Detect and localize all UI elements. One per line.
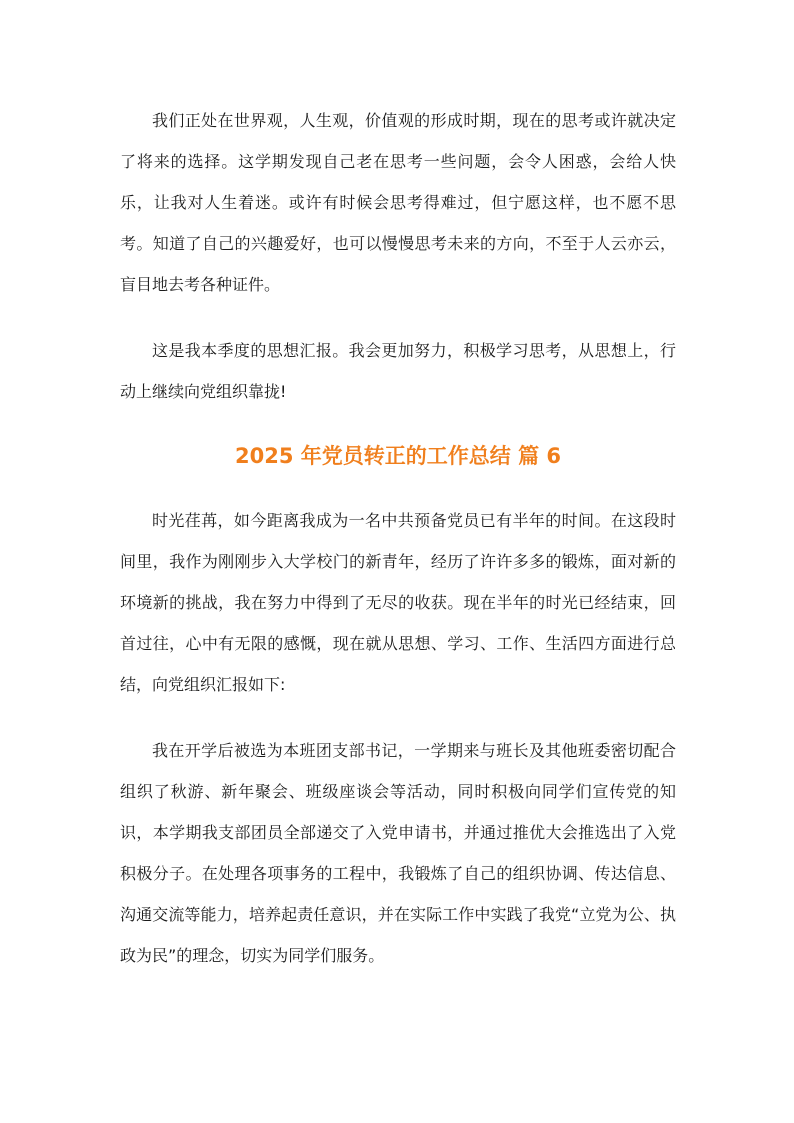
paragraph-half-year-summary: 时光荏苒，如今距离我成为一名中共预备党员已有半年的时间。在这段时间里，我作为刚刚步入大学校门的新青年，经历了许许多多的锻炼，面对新的环境新的挑战，我在努力中得到了无尽的收获。现在半年的时光已经结束，回首过往，心中有无限的感慨，现在就从思想、学习、工作、生活四方面进行总结，向党组织汇报如下: (120, 511, 676, 694)
paragraph-quarterly-report: 这是我本季度的思想汇报。我会更加努力，积极学习思考，从思想上，行动上继续向党组织靠拢! (120, 341, 676, 401)
paragraph-league-branch-work: 我在开学后被选为本班团支部书记，一学期来与班长及其他班委密切配合组织了秋游、新年聚会、班级座谈会等活动，同时积极向同学们宣传党的知识，本学期我支部团员全部递交了入党申请书，并通过推优大会推选出了入党积极分子。在处理各项事务的工程中，我锻炼了自己的组织协调、传达信息、沟通交流等能力，培养起责任意识，并在实际工作中实践了我党“立党为公、执政为民”的理念，切实为同学们服务。 (120, 741, 676, 965)
heading-spacer (120, 474, 676, 500)
heading-spacer (120, 412, 676, 438)
paragraph-spacer (120, 305, 676, 330)
paragraph-worldview: 我们正处在世界观，人生观，价值观的形成时期，现在的思考或许就决定了将来的选择。这学期发现自己老在思考一些问题，会令人困惑，会给人快乐，让我对人生着迷。或许有时候会思考得难过，但宁愿这样，也不愿不思考。知道了自己的兴趣爱好，也可以慢慢思考未来的方向，不至于人云亦云，盲目地去考各种证件。 (120, 111, 676, 294)
paragraph-spacer (120, 705, 676, 730)
section-title: 2025 年党员转正的工作总结 篇 6 (235, 444, 561, 468)
document-body (120, 100, 676, 976)
